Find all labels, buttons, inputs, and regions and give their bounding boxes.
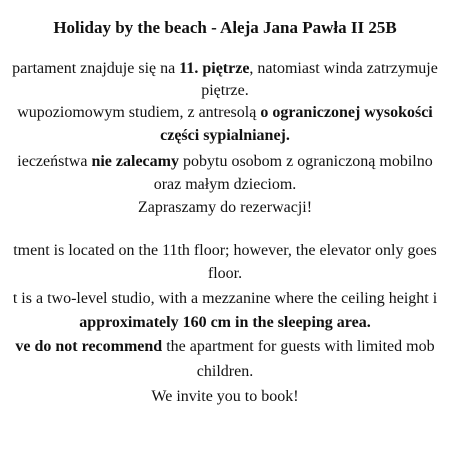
english-line-7: We invite you to book! (151, 388, 299, 405)
polish-line-1-a: partament znajduje się na (12, 60, 180, 77)
polish-line-1-c: , natomiast winda zatrzymuje (249, 60, 438, 77)
page-title: Holiday by the beach - Aleja Jana Pawła II 25B (53, 18, 397, 37)
polish-line-1 (12, 60, 438, 78)
polish-floor-highlight: 11. piętrze (179, 60, 250, 77)
english-line-1: tment is located on the 11th floor; however, the elevator only goes (13, 242, 437, 259)
polish-line-5 (17, 153, 432, 171)
english-line-3: t is a two-level studio, with a mezzanine where the ceiling height i (12, 290, 438, 307)
polish-line-3-a: wupoziomowym studiem, z antresolą (17, 104, 261, 121)
polish-line-5-a: ieczeństwa (17, 153, 92, 170)
english-line-6: children. (196, 363, 254, 380)
english-line-5 (15, 338, 434, 356)
english-line-2: floor. (207, 265, 243, 282)
polish-line-3 (17, 104, 433, 122)
polish-not-recommend-highlight: nie zalecamy (91, 153, 179, 170)
polish-line-4: części sypialnianej. (160, 127, 290, 144)
polish-line-7: Zapraszamy do rezerwacji! (137, 199, 313, 216)
polish-height-highlight: o ograniczonej wysokości (260, 104, 433, 121)
english-line-4: approximately 160 cm in the sleeping area. (79, 314, 371, 331)
english-not-recommend-highlight: ve do not recommend (15, 338, 163, 355)
polish-line-5-c: pobytu osobom z ograniczoną mobilno (178, 153, 433, 170)
polish-line-6: oraz małym dzieciom. (153, 176, 297, 193)
english-line-5-b: the apartment for guests with limited mob (162, 338, 435, 355)
polish-line-2: piętrze. (201, 82, 249, 99)
